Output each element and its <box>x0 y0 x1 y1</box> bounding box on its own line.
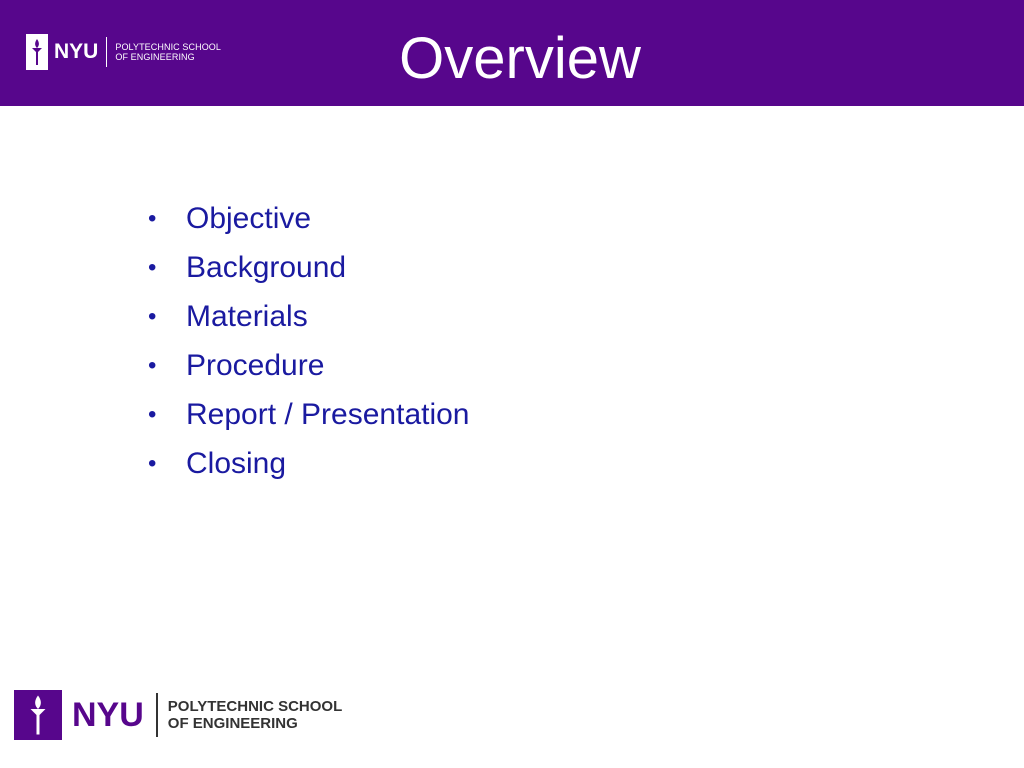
bullet-item <box>148 341 470 390</box>
bullet-text: Procedure <box>186 349 325 382</box>
slide-title: Overview <box>399 26 641 91</box>
bullet-dot: • <box>148 352 157 379</box>
header-logo-school-line2: OF ENGINEERING <box>115 52 195 62</box>
title-bar <box>0 0 1024 106</box>
bullet-dot: • <box>148 401 157 428</box>
header-logo-school-line1: POLYTECHNIC SCHOOL <box>115 42 221 52</box>
footer-logo-school-line2: OF ENGINEERING <box>167 715 298 732</box>
bullet-item <box>148 390 470 439</box>
bullet-dot: • <box>148 303 157 330</box>
bullet-text: Objective <box>186 202 312 235</box>
bullet-text: Closing <box>186 447 287 480</box>
bullet-dot: • <box>148 254 157 281</box>
bullet-item <box>148 243 470 292</box>
bullet-dot: • <box>148 205 157 232</box>
torch-icon <box>14 690 62 740</box>
bullet-item <box>148 194 470 243</box>
bullet-item <box>148 292 470 341</box>
bullet-dot: • <box>148 450 157 477</box>
footer-logo <box>14 690 342 740</box>
header-logo-brand: NYU <box>54 40 99 63</box>
footer-logo-school <box>168 698 342 732</box>
bullet-text: Report / Presentation <box>186 398 470 431</box>
bullet-item <box>148 439 470 488</box>
footer-logo-brand: NYU <box>72 695 144 734</box>
bullet-list <box>148 194 470 488</box>
footer-logo-school-line1: POLYTECHNIC SCHOOL <box>167 698 343 715</box>
bullet-text: Background <box>186 251 347 284</box>
bullet-text: Materials <box>186 300 308 333</box>
footer-logo-divider <box>156 693 158 737</box>
